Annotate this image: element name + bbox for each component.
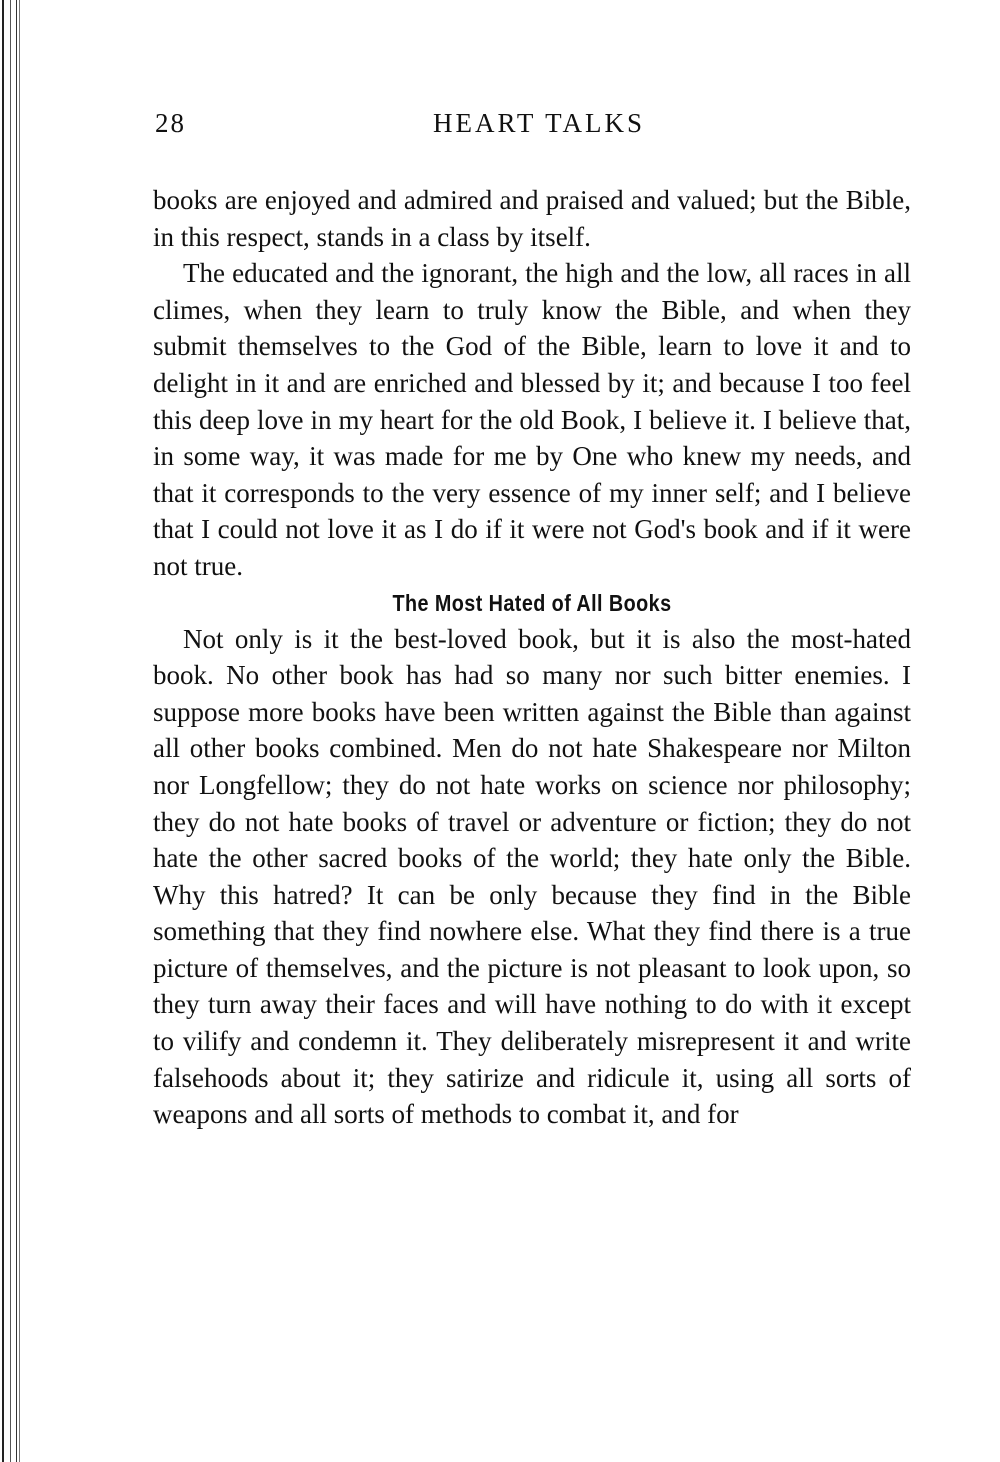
- book-page: [153, 100, 911, 1133]
- binding-edge-line: [10, 0, 11, 1462]
- page-number: 28: [155, 108, 186, 138]
- binding-edge-line: [2, 0, 4, 1462]
- binding-edge-line: [19, 0, 20, 1462]
- section-heading: The Most Hated of All Books: [392, 589, 672, 616]
- paragraph: Not only is it the best-loved book, but it is also the most-hated book. No other book has had so many nor such bitter enemies. I suppose more books have been written against the Bible than against all other books combined. Men do not hate Shakespeare nor Milton nor Longfellow; they do not hate works on science nor philosophy; they do not hate books of travel or adventure or fiction; they do not hate the other sacred books of the world; they hate only the Bible. Why this hatred? It can be only because they find in the Bible something that they find nowhere else. What they find there is a true picture of themselves, and the picture is not pleasant to look upon, so they turn away their faces and will have nothing to do with it except to vilify and condemn it. They deliberately misrepresent it and write falsehoods about it; they satirize and ridicule it, using all sorts of weapons and all sorts of methods to combat it, and for: [153, 623, 911, 1130]
- page-body: [153, 182, 911, 1133]
- running-header: [153, 100, 911, 148]
- running-title: HEART TALKS: [433, 108, 645, 138]
- paragraph-continued: books are enjoyed and admired and praised and valued; but the Bible, in this respect, stands in a class by itself.: [153, 185, 911, 252]
- binding-edge-line: [16, 0, 17, 1462]
- paragraph: The educated and the ignorant, the high and the low, all races in all climes, when they learn to truly know the Bible, and when they submit themselves to the God of the Bible, learn to love it and to delight in it and are enriched and blessed by it; and because I too feel this deep love in my heart for the old Book, I believe it. I believe that, in some way, it was made for me by One who knew my needs, and that it corresponds to the very essence of my inner self; and I believe that I could not love it as I do if it were not God's book and if it were not true.: [153, 258, 911, 581]
